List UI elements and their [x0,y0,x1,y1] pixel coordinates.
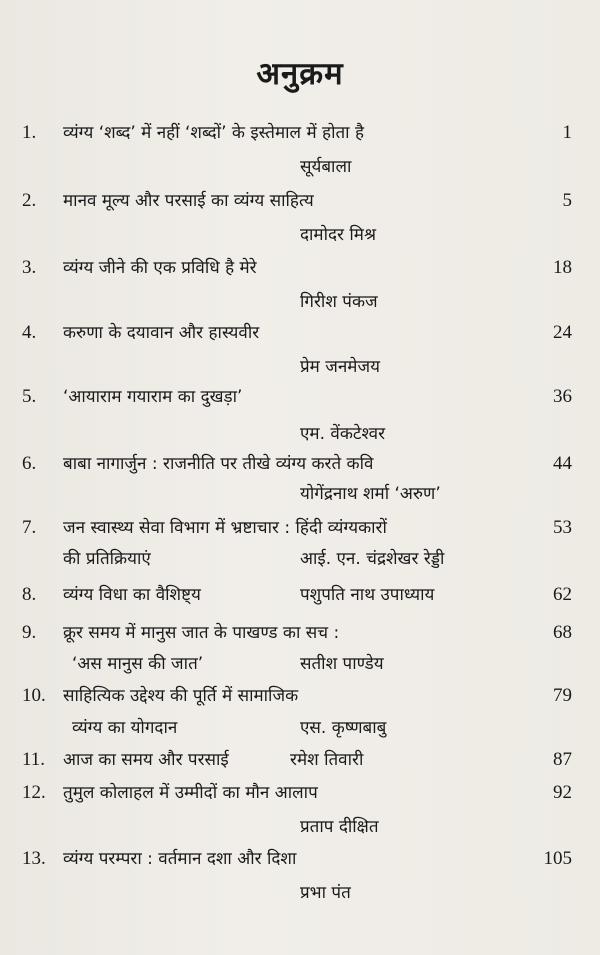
entry-author: आई. एन. चंद्रशेखर रेड्डी [300,549,445,569]
entry-number: 6. [22,453,37,474]
entry-number: 12. [22,782,46,803]
entry-title: मानव मूल्य और परसाई का व्यंग्य साहित्य [63,191,314,211]
entry-title: व्यंग्य परम्परा : वर्तमान दशा और दिशा [63,849,297,869]
entry-number: 2. [22,190,37,211]
entry-number: 1. [22,122,37,143]
entry-number: 11. [22,749,46,770]
entry-title-continued: की प्रतिक्रियाएं [63,549,151,569]
entry-page: 105 [543,848,572,869]
entry-page: 53 [553,517,572,538]
entry-title-continued: ‘अस मानुस की जात’ [72,654,204,674]
entry-title: व्यंग्य ‘शब्द’ में नहीं ‘शब्दों’ के इस्तेमाल में होता है [63,123,365,143]
entry-number: 5. [22,386,37,407]
page-title: अनुक्रम [256,56,344,92]
entry-number: 10. [22,685,46,706]
entry-author: प्रेम जनमेजय [300,357,380,377]
entry-author: दामोदर मिश्र [300,225,376,245]
entry-page: 24 [553,322,572,343]
entry-page: 68 [553,622,572,643]
entry-page: 79 [553,685,572,706]
entry-title: ‘आयाराम गयाराम का दुखड़ा’ [63,387,243,407]
entry-page: 44 [553,453,572,474]
entry-number: 8. [22,584,37,605]
entry-author: प्रभा पंत [300,883,351,903]
entry-number: 9. [22,622,37,643]
entry-number: 3. [22,257,37,278]
entry-author: सतीश पाण्डेय [300,654,384,674]
entry-author: पशुपति नाथ उपाध्याय [300,585,435,605]
entry-title: क्रूर समय में मानुस जात के पाखण्ड का सच : [63,623,340,643]
entry-page: 62 [553,584,572,605]
entry-author: गिरीश पंकज [300,292,378,312]
entry-page: 18 [553,257,572,278]
entry-number: 4. [22,322,37,343]
entry-author: एम. वेंकटेश्वर [300,424,386,444]
entry-title: व्यंग्य विधा का वैशिष्ट्य [63,585,201,605]
entry-author: योगेंद्रनाथ शर्मा ‘अरुण’ [300,484,441,504]
entry-title: करुणा के दयावान और हास्यवीर [63,323,260,343]
toc-entry [0,846,600,946]
entry-title: तुमुल कोलाहल में उम्मीदों का मौन आलाप [63,783,318,803]
entry-title-continued: व्यंग्य का योगदान [72,718,178,738]
entry-title: व्यंग्य जीने की एक प्रविधि है मेरे [63,258,257,278]
entry-page: 36 [553,386,572,407]
entry-number: 13. [22,848,46,869]
entry-title: साहित्यिक उद्देश्य की पूर्ति में सामाजिक [63,686,299,706]
entry-page: 92 [553,782,572,803]
entry-author: रमेश तिवारी [290,750,364,770]
entry-page: 1 [562,122,572,143]
entry-title: आज का समय और परसाई [63,750,229,770]
entry-author: एस. कृष्णबाबु [300,718,387,738]
entry-title: बाबा नागार्जुन : राजनीति पर तीखे व्यंग्य करते कवि [63,454,374,474]
entry-page: 5 [562,190,572,211]
entry-number: 7. [22,517,37,538]
entry-author: सूर्यबाला [300,157,352,177]
entry-title: जन स्वास्थ्य सेवा विभाग में भ्रष्टाचार : हिंदी व्यंग्यकारों [63,518,387,538]
entry-page: 87 [553,749,572,770]
entry-author: प्रताप दीक्षित [300,817,379,837]
